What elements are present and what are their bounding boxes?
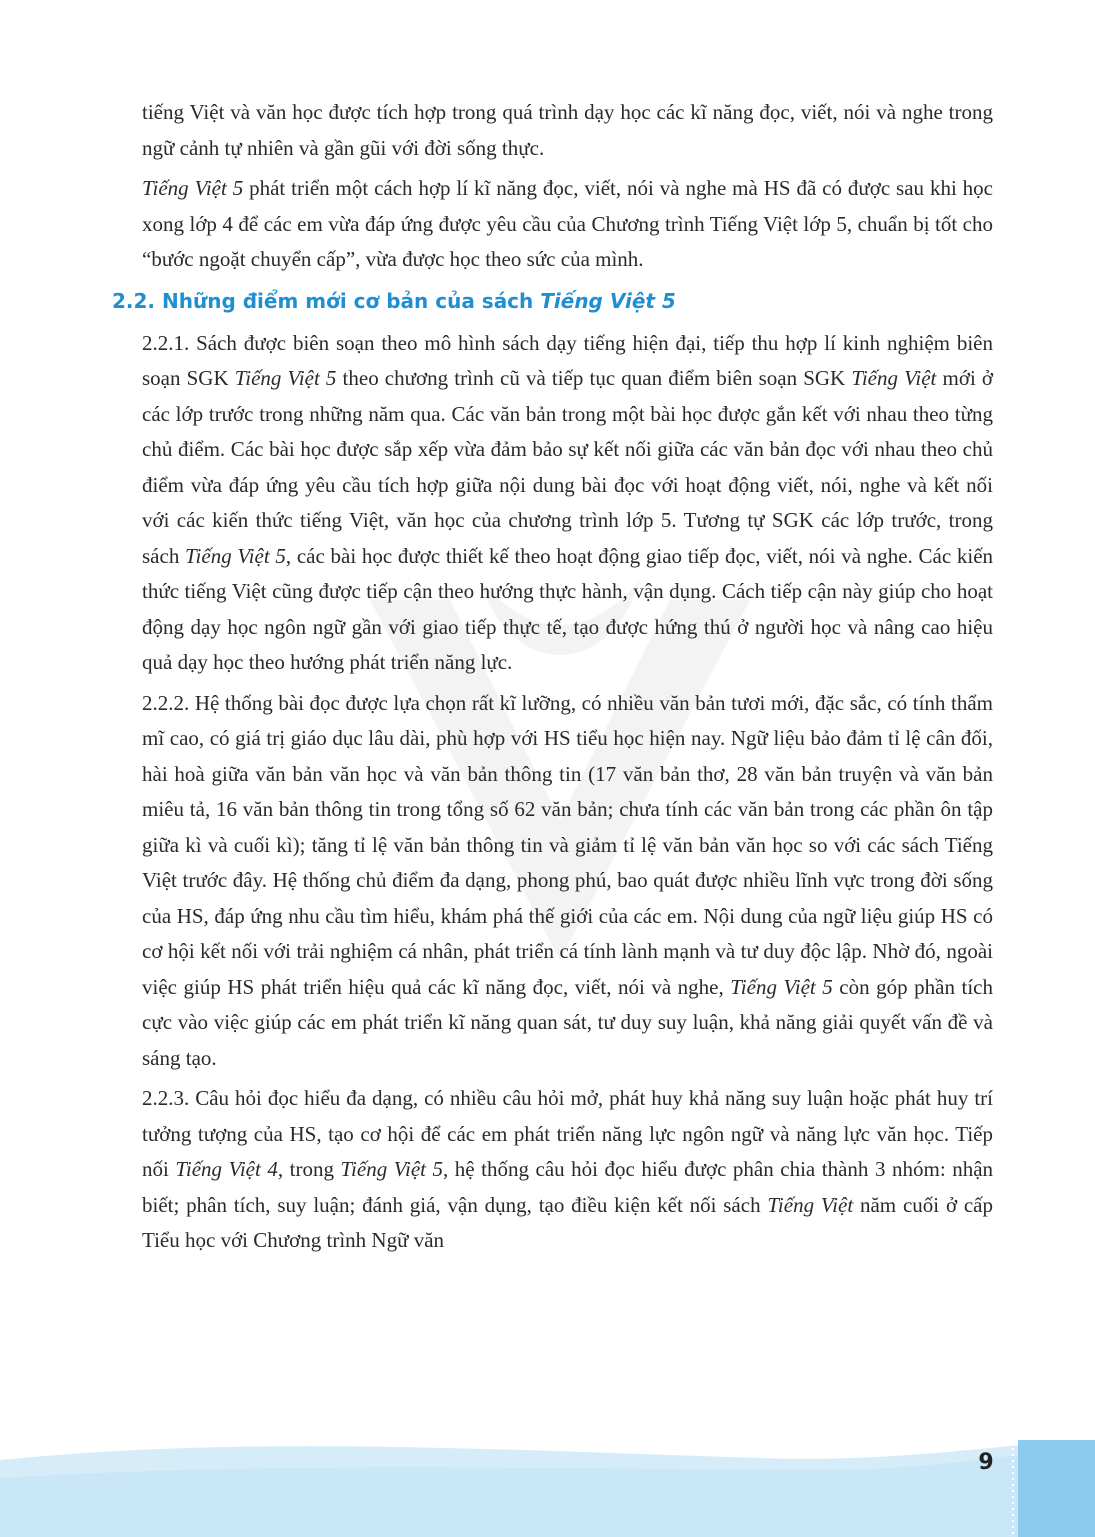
paragraph-2-2-3: 2.2.3. Câu hỏi đọc hiểu đa dạng, có nhiều câu hỏi mở, phát huy khả năng suy luận hoặc phát huy trí tưởng tượng của HS, tạo cơ hội để các em phát triển năng lực ngôn ngữ và năng lực văn học. Tiếp nối Tiếng Việt 4, trong Tiếng Việt 5, hệ thống câu hỏi đọc hiểu được phân chia thành 3 nhóm: nhận biết; phân tích, suy luận; đánh giá, vận dụng, tạo điều kiện kết nối sách Tiếng Việt năm cuối ở cấp Tiểu học với Chương trình Ngữ văn (142, 1086, 994, 1252)
section-heading-2-2: 2.2. Những điểm mới cơ bản của sách Tiếng Việt 5 (112, 288, 676, 313)
paragraph-2-2-2: 2.2.2. Hệ thống bài đọc được lựa chọn rất kĩ lưỡng, có nhiều văn bản tươi mới, đặc sắc, có tính thẩm mĩ cao, có giá trị giáo dục lâu dài, phù hợp với HS tiểu học hiện nay. Ngữ liệu bảo đảm tỉ lệ cân đối, hài hoà giữa văn bản văn học và văn bản thông tin (17 văn bản thơ, 28 văn bản truyện và văn bản miêu tả, 16 văn bản thông tin trong tổng số 62 văn bản; chưa tính các văn bản trong các phần ôn tập giữa kì và cuối kì); tăng tỉ lệ văn bản thông tin và giảm tỉ lệ văn bản văn học so với các sách Tiếng Việt trước đây. Hệ thống chủ điểm đa dạng, phong phú, bao quát được nhiều lĩnh vực trong đời sống của HS, đáp ứng nhu cầu tìm hiểu, khám phá thế giới của các em. Nội dung của ngữ liệu giúp HS có cơ hội kết nối với trải nghiệm cá nhân, phát triển cá tính lành mạnh và tư duy độc lập. Nhờ đó, ngoài việc giúp HS phát triển hiệu quả các kĩ năng đọc, viết, nói và nghe, Tiếng Việt 5 còn góp phần tích cực vào việc giúp các em phát triển kĩ năng quan sát, tư duy suy luận, khả năng giải quyết vấn đề và sáng tạo. (142, 690, 993, 1070)
intro-paragraph-2: Tiếng Việt 5 phát triển một cách hợp lí kĩ năng đọc, viết, nói và nghe mà HS đã có được sau khi học xong lớp 4 để các em vừa đáp ứng được yêu cầu của Chương trình Tiếng Việt lớp 5, chuẩn bị tốt cho “bước ngoặt chuyển cấp”, vừa được học theo sức của mình. (142, 176, 993, 271)
book-title: Tiếng Việt 5 (142, 176, 244, 200)
intro-paragraph-1: tiếng Việt và văn học được tích hợp trong quá trình dạy học các kĩ năng đọc, viết, nói và nghe trong ngữ cảnh tự nhiên và gần gũi với đời sống thực. (142, 100, 993, 160)
paragraph-2-2-1: 2.2.1. Sách được biên soạn theo mô hình sách dạy tiếng hiện đại, tiếp thu hợp lí kinh nghiệm biên soạn SGK Tiếng Việt 5 theo chương trình cũ và tiếp tục quan điểm biên soạn SGK Tiếng Việt mới ở các lớp trước trong những năm qua. Các văn bản trong một bài học được gắn kết với nhau theo từng chủ điểm. Các bài học được sắp xếp vừa đảm bảo sự kết nối giữa các văn bản đọc với nhau theo chủ điểm vừa đáp ứng yêu cầu tích hợp giữa nội dung bài đọc với hoạt động viết, nói, nghe và kết nối với các kiến thức tiếng Việt, văn học của chương trình lớp 5. Tương tự SGK các lớp trước, trong sách Tiếng Việt 5, các bài học được thiết kế theo hoạt động giao tiếp đọc, viết, nói và nghe. Các kiến thức tiếng Việt cũng được tiếp cận theo hướng thực hành, vận dụng. Cách tiếp cận này giúp cho hoạt động dạy học ngôn ngữ gần với giao tiếp thực tế, tạo được hứng thú ở người học và nâng cao hiệu quả dạy học theo hướng phát triển năng lực. (142, 330, 994, 674)
page-body (112, 95, 994, 1264)
footer-wave-band (0, 1440, 1095, 1537)
page-number: 9 (978, 1450, 994, 1475)
